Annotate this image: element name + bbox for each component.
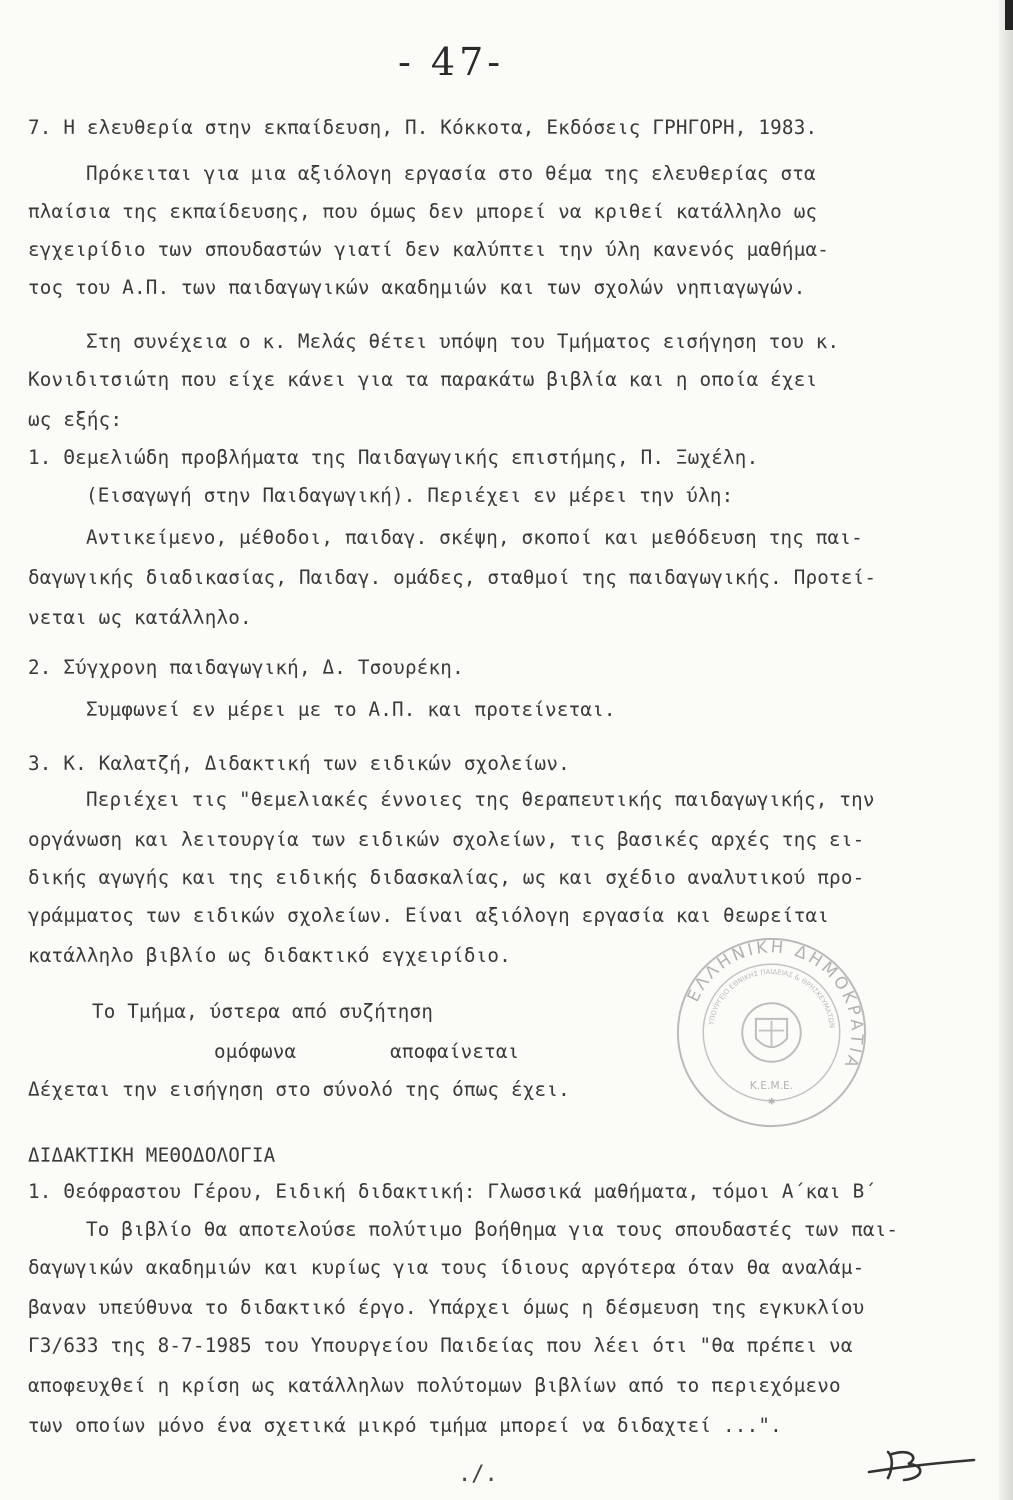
text-line: 1. Θεόφραστου Γέρου, Ειδική διδακτική: Γλωσσικά μαθήματα, τόμοι Α΄και Β΄ <box>28 1180 877 1203</box>
text-line: Δέχεται την εισήγηση στο σύνολό της όπως έχει. <box>28 1078 570 1101</box>
text-line: βαναν υπεύθυνα το διδακτικό έργο. Υπάρχει όμως η δέσμευση της εγκυκλίου <box>28 1296 865 1319</box>
text-line: δικής αγωγής και της ειδικής διδασκαλίας, ως και σχέδιο αναλυτικού προ- <box>28 866 865 889</box>
text-line: Το βιβλίο θα αποτελούσε πολύτιμο βοήθημα για τους σπουδαστές των παι- <box>86 1218 899 1241</box>
text-line: πλαίσια της εκπαίδευσης, που όμως δεν μπορεί να κριθεί κατάλληλο ως <box>28 200 818 223</box>
seal-ring-text: ΕΛΛΗΝΙΚΗ ΔΗΜΟΚΡΑΤΙΑ <box>683 937 867 1073</box>
text-line: Πρόκειται για μια αξιόλογη εργασία στο θέμα της ελευθερίας στα <box>86 162 816 185</box>
star-icon: ✱ <box>767 1093 776 1108</box>
section-heading: ΔΙΔΑΚΤΙΚΗ ΜΕΘΟΔΟΛΟΓΙΑ <box>28 1144 276 1167</box>
official-seal <box>674 935 869 1130</box>
text-line: δαγωγικής διαδικασίας, Παιδαγ. ομάδες, σταθμοί της παιδαγωγικής. Προτεί- <box>28 566 877 589</box>
text-line: δαγωγικών ακαδημιών και κυρίως για τους ίδιους αργότερα όταν θα αναλάμ- <box>28 1256 865 1279</box>
text-line: ως εξής: <box>28 408 123 431</box>
page-number: - 47- <box>398 40 505 84</box>
seal-inner-text: ΥΠΟΥΡΓΕΙΟ ΕΘΝΙΚΗΣ ΠΑΙΔΕΙΑΣ & ΘΡΗΣΚΕΥΜΑΤΩΝ <box>707 967 836 1029</box>
text-line: 7. Η ελευθερία στην εκπαίδευση, Π. Κόκκοτα, Εκδόσεις ΓΡΗΓΟΡΗ, 1983. <box>28 116 818 139</box>
text-line: 2. Σύγχρονη παιδαγωγική, Δ. Τσουρέκη. <box>28 656 464 679</box>
text-line: αποφευχθεί η κρίση ως κατάλληλων πολύτομων βιβλίων από το περιεχόμενο <box>28 1374 841 1397</box>
text-line: 1. Θεμελιώδη προβλήματα της Παιδαγωγικής επιστήμης, Π. Ξωχέλη. <box>28 446 759 469</box>
continuation-mark: ./. <box>458 1462 498 1487</box>
text-line: ομόφωνα αποφαίνεται <box>214 1040 520 1063</box>
text-line: Αντικείμενο, μέθοδοι, παιδαγ. σκέψη, σκοποί και μεθόδευση της παι- <box>86 526 863 549</box>
text-line: νεται ως κατάλληλο. <box>28 606 252 629</box>
text-line: Το Τμήμα, ύστερα από συζήτηση <box>92 1000 434 1023</box>
text-line: των οποίων μόνο ένα σχετικά μικρό τμήμα μπορεί να διδαχτεί ...". <box>28 1414 782 1437</box>
text-line: Γ3/633 της 8-7-1985 του Υπουργείου Παιδείας που λέει ότι "θα πρέπει να <box>28 1334 853 1357</box>
seal-bottom-text: Κ.Ε.Μ.Ε. <box>749 1079 794 1093</box>
signature-icon <box>864 1438 984 1488</box>
text-line: (Εισαγωγή στην Παιδαγωγική). Περιέχει εν μέρει την ύλη: <box>86 484 734 507</box>
emblem-icon <box>742 1003 801 1062</box>
text-line: γράμματος των ειδικών σχολείων. Είναι αξιόλογη εργασία και θεωρείται <box>28 904 830 927</box>
text-line: οργάνωση και λειτουργία των ειδικών σχολείων, τις βασικές αρχές της ει- <box>28 828 865 851</box>
text-line: Περιέχει τις "θεμελιακές έννοιες της θεραπευτικής παιδαγωγικής, την <box>86 788 875 811</box>
page-edge <box>999 0 1013 1500</box>
svg-text:ΕΛΛΗΝΙΚΗ ΔΗΜΟΚΡΑΤΙΑ <box>683 937 866 1073</box>
text-line: Συμφωνεί εν μέρει με το Α.Π. και προτείνεται. <box>86 698 616 721</box>
text-line: Κονιδιτσιώτη που είχε κάνει για τα παρακάτω βιβλία και η οποία έχει <box>28 368 818 391</box>
text-line: τος του Α.Π. των παιδαγωγικών ακαδημιών και των σχολών νηπιαγωγών. <box>28 276 806 299</box>
edge-mark <box>1005 0 1013 30</box>
text-line: Στη συνέχεια ο κ. Μελάς θέτει υπόψη του Τμήματος εισήγηση του κ. <box>86 330 840 353</box>
text-line: κατάλληλο βιβλίο ως διδακτικό εγχειρίδιο. <box>28 944 511 967</box>
text-line: 3. Κ. Καλατζή, Διδακτική των ειδικών σχολείων. <box>28 752 570 775</box>
text-line: εγχειρίδιο των σπουδαστών γιατί δεν καλύπτει την ύλη κανενός μαθήμα- <box>28 238 830 261</box>
